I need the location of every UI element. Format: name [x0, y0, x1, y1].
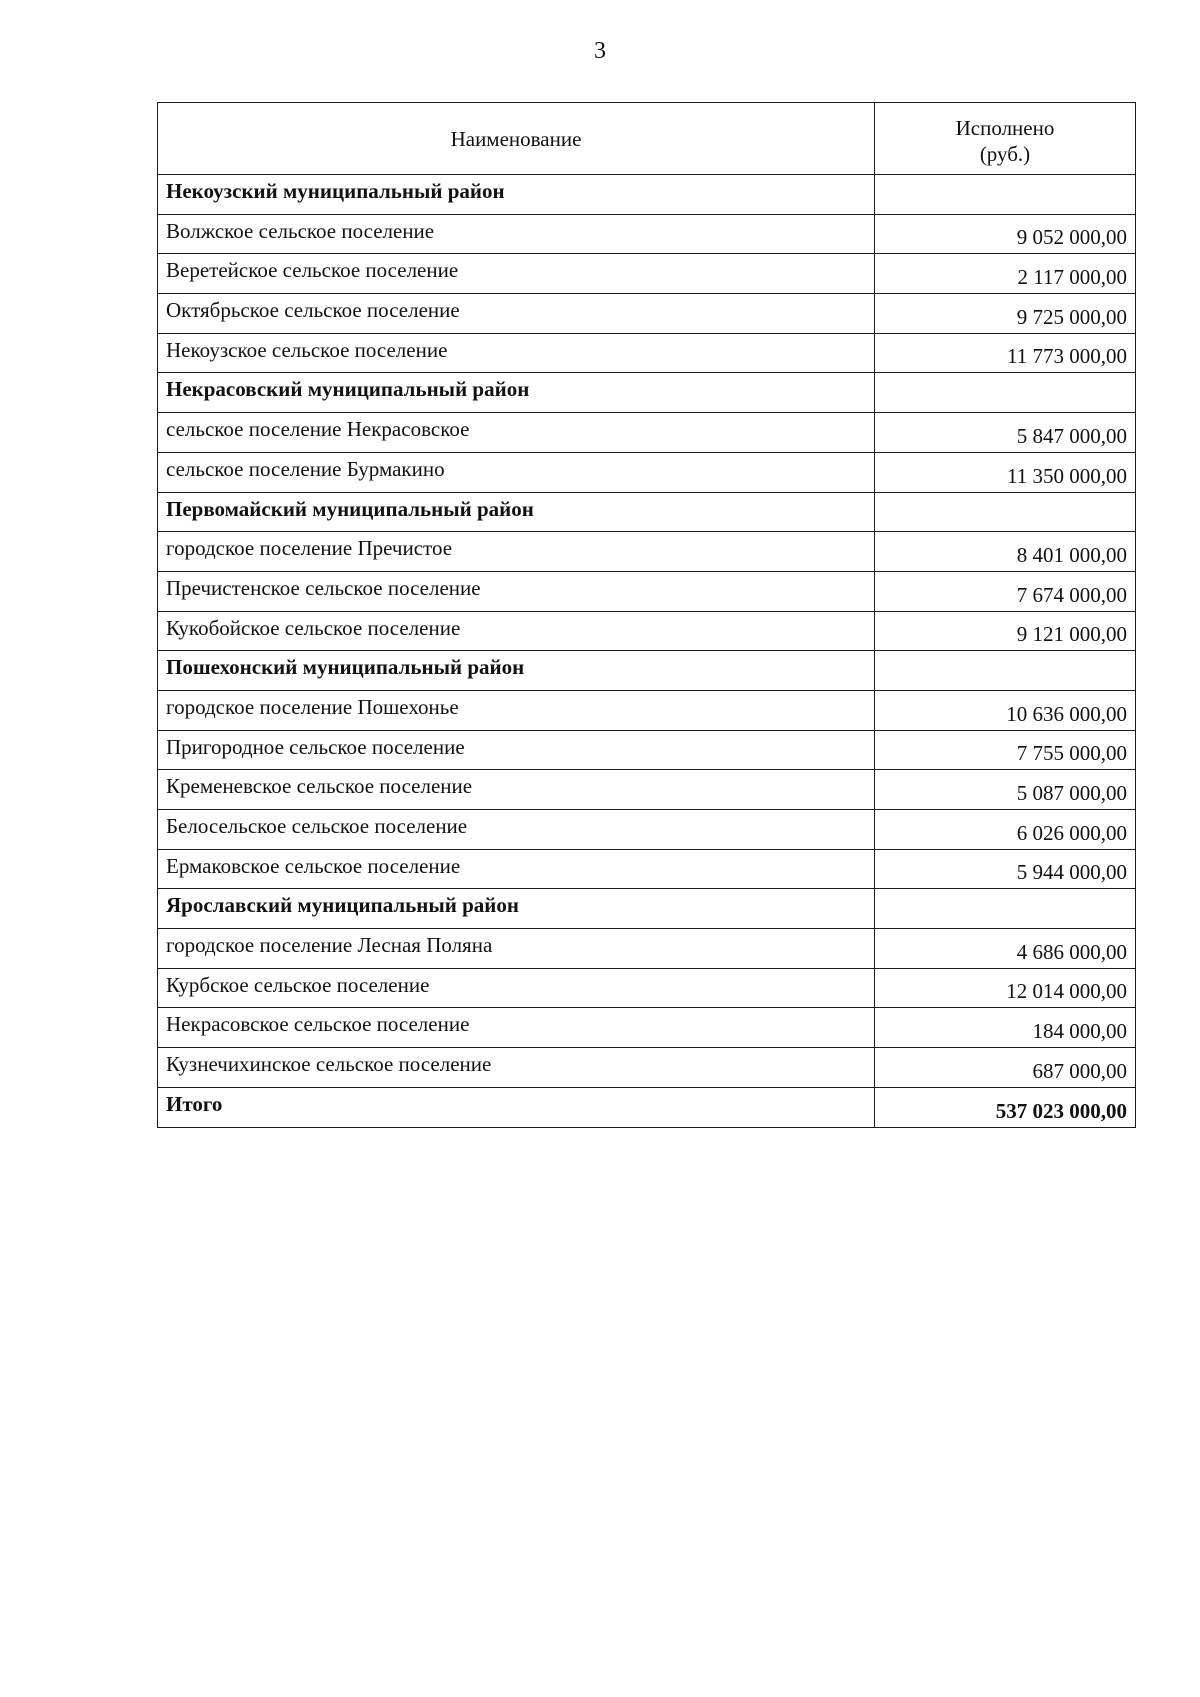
executed-sum-cell: 12 014 000,00: [875, 968, 1136, 1008]
total-row: [158, 1087, 1136, 1127]
executed-sum-cell: 687 000,00: [875, 1048, 1136, 1088]
district-row: [158, 373, 1136, 413]
district-name-cell: Ярославский муниципальный район: [158, 889, 875, 929]
table-row: [158, 452, 1136, 492]
executed-sum-cell: [875, 175, 1136, 215]
executed-sum-cell: 184 000,00: [875, 1008, 1136, 1048]
settlement-name-cell: Некоузское сельское поселение: [158, 333, 875, 373]
executed-sum-cell: [875, 373, 1136, 413]
executed-sum-cell: 5 944 000,00: [875, 849, 1136, 889]
table-row: [158, 413, 1136, 453]
table-row: [158, 571, 1136, 611]
table-row: [158, 929, 1136, 969]
table-row: [158, 730, 1136, 770]
table-row: [158, 1048, 1136, 1088]
district-row: [158, 889, 1136, 929]
table-row: [158, 690, 1136, 730]
settlement-name-cell: Ермаковское сельское поселение: [158, 849, 875, 889]
table-row: [158, 532, 1136, 572]
table-row: [158, 214, 1136, 254]
settlement-name-cell: сельское поселение Некрасовское: [158, 413, 875, 453]
executed-sum-cell: 7 674 000,00: [875, 571, 1136, 611]
executed-header-unit: (руб.): [979, 141, 1031, 166]
settlement-name-cell: Пригородное сельское поселение: [158, 730, 875, 770]
executed-sum-cell: [875, 651, 1136, 691]
table-row: [158, 611, 1136, 651]
district-row: [158, 651, 1136, 691]
executed-sum-cell: [875, 492, 1136, 532]
settlement-name-cell: городское поселение Пошехонье: [158, 690, 875, 730]
district-name-cell: Первомайский муниципальный район: [158, 492, 875, 532]
settlement-name-cell: городское поселение Лесная Поляна: [158, 929, 875, 969]
table-row: [158, 810, 1136, 850]
executed-sum-cell: 6 026 000,00: [875, 810, 1136, 850]
settlement-name-cell: Волжское сельское поселение: [158, 214, 875, 254]
settlement-name-cell: Пречистенское сельское поселение: [158, 571, 875, 611]
table-row: [158, 968, 1136, 1008]
district-row: [158, 492, 1136, 532]
page-number: 3: [594, 38, 606, 64]
executed-sum-cell: 5 847 000,00: [875, 413, 1136, 453]
settlement-name-cell: Веретейское сельское поселение: [158, 254, 875, 294]
budget-execution-table: [157, 102, 1136, 1128]
executed-sum-cell: 11 773 000,00: [875, 333, 1136, 373]
executed-sum-cell: 11 350 000,00: [875, 452, 1136, 492]
executed-sum-cell: 2 117 000,00: [875, 254, 1136, 294]
table-row: [158, 770, 1136, 810]
table-body: [158, 175, 1136, 1128]
district-name-cell: Некрасовский муниципальный район: [158, 373, 875, 413]
settlement-name-cell: Кузнечихинское сельское поселение: [158, 1048, 875, 1088]
settlement-name-cell: сельское поселение Бурмакино: [158, 452, 875, 492]
table-row: [158, 333, 1136, 373]
settlement-name-cell: Октябрьское сельское поселение: [158, 294, 875, 334]
district-row: [158, 175, 1136, 215]
settlement-name-cell: Кременевское сельское поселение: [158, 770, 875, 810]
settlement-name-cell: Некрасовское сельское поселение: [158, 1008, 875, 1048]
executed-sum-cell: [875, 889, 1136, 929]
executed-header-label: Исполнено: [955, 115, 1055, 140]
executed-sum-cell: 5 087 000,00: [875, 770, 1136, 810]
settlement-name-cell: Кукобойское сельское поселение: [158, 611, 875, 651]
executed-sum-cell: 9 725 000,00: [875, 294, 1136, 334]
settlement-name-cell: Курбское сельское поселение: [158, 968, 875, 1008]
executed-sum-cell: 10 636 000,00: [875, 690, 1136, 730]
executed-sum-cell: 9 121 000,00: [875, 611, 1136, 651]
executed-sum-cell: 7 755 000,00: [875, 730, 1136, 770]
table-header-row: [158, 103, 1136, 175]
total-label-cell: Итого: [158, 1087, 875, 1127]
executed-column-header: [875, 103, 1136, 175]
executed-sum-cell: 4 686 000,00: [875, 929, 1136, 969]
executed-sum-cell: 9 052 000,00: [875, 214, 1136, 254]
table-row: [158, 1008, 1136, 1048]
table-row: [158, 849, 1136, 889]
executed-sum-cell: 8 401 000,00: [875, 532, 1136, 572]
settlement-name-cell: городское поселение Пречистое: [158, 532, 875, 572]
settlement-name-cell: Белосельское сельское поселение: [158, 810, 875, 850]
table-row: [158, 254, 1136, 294]
name-column-header: Наименование: [158, 103, 875, 175]
district-name-cell: Пошехонский муниципальный район: [158, 651, 875, 691]
total-sum-cell: 537 023 000,00: [875, 1087, 1136, 1127]
table-row: [158, 294, 1136, 334]
district-name-cell: Некоузский муниципальный район: [158, 175, 875, 215]
